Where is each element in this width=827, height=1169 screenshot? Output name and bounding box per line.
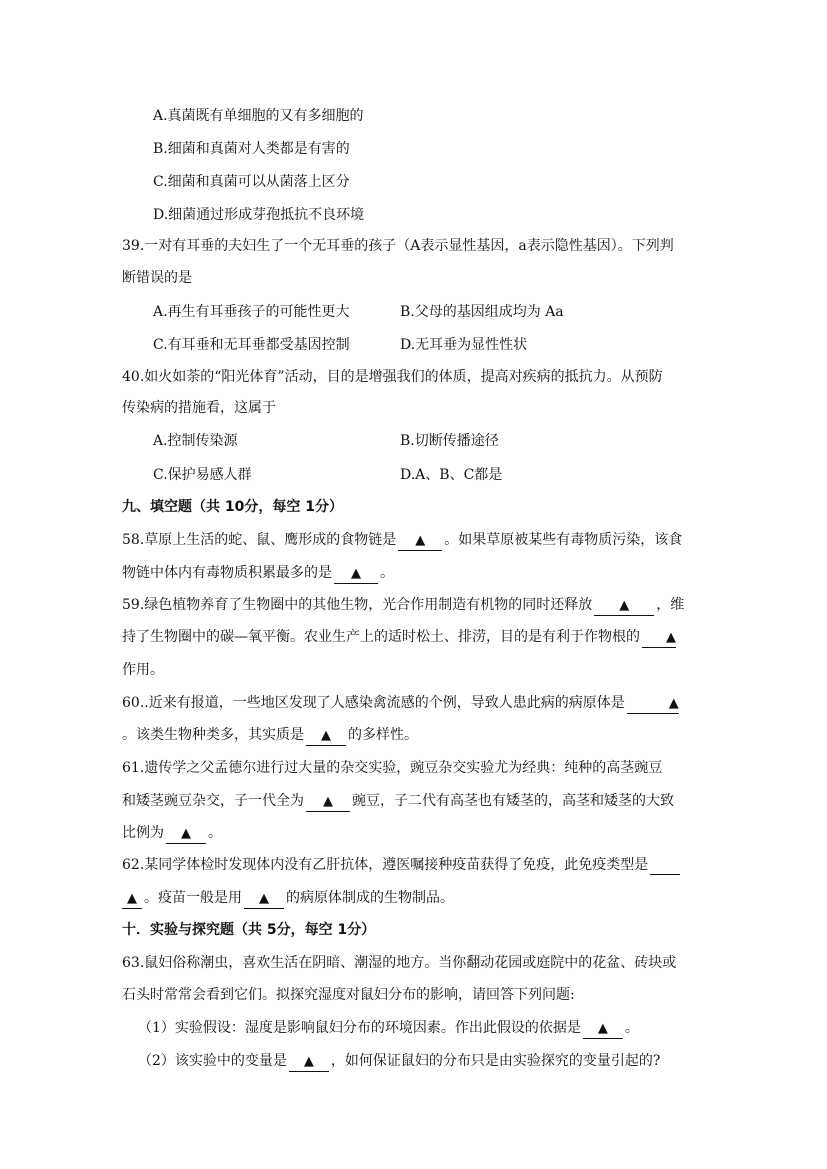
q60-text-2: 。该类生物种类多，其实质是 [122, 727, 304, 743]
q59-blank-1[interactable] [594, 596, 654, 616]
q63-line1: 63.鼠妇俗称潮虫，喜欢生活在阴暗、潮湿的地方。当你翻动花园或庭院中的花盆、砖块或 [122, 955, 677, 971]
q58-line2 [122, 563, 394, 584]
q61-line3 [122, 823, 222, 844]
blank-triangle-icon: ▲ [619, 598, 630, 613]
blank-triangle-icon: ▲ [666, 630, 676, 645]
q62-line1 [122, 855, 682, 875]
q60-line1 [122, 693, 681, 714]
blank-triangle-icon: ▲ [321, 728, 331, 743]
q60-line2 [122, 725, 418, 746]
q62-line2 [122, 888, 454, 909]
q59-line2 [122, 627, 678, 648]
blank-triangle-icon: ▲ [259, 891, 269, 906]
q38-option-a: A.真菌既有单细胞的又有多细胞的 [153, 108, 364, 124]
q63-blank-2[interactable] [289, 1052, 329, 1072]
blank-triangle-icon: ▲ [415, 533, 426, 548]
q62-blank-1-start[interactable] [650, 856, 680, 875]
q58-text-2: 。如果草原被某些有毒物质污染，该食 [444, 532, 683, 548]
q40-stem-line1: 40.如火如荼的“阳光体育”活动，目的是增强我们的体质，提高对疾病的抵抗力。从预防 [122, 369, 663, 385]
blank-triangle-icon: ▲ [351, 566, 361, 581]
q39-option-b: B.父母的基因组成均为 Aa [400, 304, 564, 320]
q62-text-2: 。疫苗一般是用 [144, 890, 242, 906]
q40-stem-line2: 传染病的措施看，这属于 [122, 400, 276, 416]
q40-option-a: A.控制传染源 [153, 433, 238, 449]
q38-option-d: D.细菌通过形成芽孢抵抗不良环境 [153, 207, 365, 223]
q39-option-d: D.无耳垂为显性性状 [400, 337, 528, 353]
q61-text-3: 比例为 [122, 825, 164, 841]
q40-option-b: B.切断传播途径 [400, 433, 499, 449]
q63-part1-end: 。 [624, 1020, 639, 1036]
q60-blank-2[interactable] [306, 726, 346, 746]
q59-text-4: 作用。 [122, 662, 164, 678]
blank-triangle-icon: ▲ [181, 826, 191, 841]
q59-text-3: 持了生物圈中的碳—氧平衡。农业生产上的适时松土、排涝，目的是有利于作物根的 [122, 629, 640, 645]
q60-text-1: 60..近来有报道，一些地区发现了人感染禽流感的个例，导致人患此病的病原体是 [122, 695, 625, 711]
q61-text-4: 。 [208, 825, 222, 841]
q39-option-c: C.有耳垂和无耳垂都受基因控制 [153, 337, 350, 353]
q59-line1 [122, 595, 684, 616]
q63-part2-end: ，如何保证鼠妇的分布只是由实验探究的变量引起的? [330, 1053, 661, 1069]
q39-option-a: A.再生有耳垂孩子的可能性更大 [153, 304, 350, 320]
blank-triangle-icon: ▲ [597, 1021, 608, 1036]
q63-line2: 石头时常常会看到它们。拟探究湿度对鼠妇分布的影响，请回答下列问题: [122, 987, 575, 1003]
q61-line1: 61.遗传学之父孟德尔进行过大量的杂交实验，豌豆杂交实验尤为经典：纯种的高茎豌豆 [122, 760, 663, 776]
q63-blank-1[interactable] [583, 1019, 623, 1039]
q62-text-3: 的病原体制成的生物制品。 [286, 890, 454, 906]
q38-option-c: C.细菌和真菌可以从菌落上区分 [153, 174, 350, 190]
q62-blank-2[interactable] [244, 889, 284, 909]
q61-blank-1[interactable] [306, 792, 350, 812]
q63-part2-text: （2）该实验中的变量是 [138, 1053, 287, 1069]
section-10-heading: 十．实验与探究题（共 5分，每空 1分） [122, 922, 376, 938]
q59-text-1: 59.绿色植物养育了生物圈中的其他生物，光合作用制造有机物的同时还释放 [122, 597, 593, 613]
blank-triangle-icon: ▲ [323, 794, 333, 809]
q58-blank-2[interactable] [334, 564, 378, 584]
q39-stem-line2: 断错误的是 [122, 270, 192, 286]
q61-text-1: 和矮茎豌豆杂交，子一代全为 [122, 793, 304, 809]
q61-line2 [122, 791, 674, 812]
q58-text-3: 物链中体内有毒物质积累最多的是 [122, 565, 332, 581]
q58-blank-1[interactable] [398, 531, 442, 551]
section-9-heading: 九、填空题（共 10分，每空 1分） [122, 499, 343, 515]
q63-part1-text: （1）实验假设：湿度是影响鼠妇分布的环境因素。作出此假设的依据是 [138, 1020, 581, 1036]
blank-triangle-icon: ▲ [127, 891, 137, 906]
q61-blank-2[interactable] [166, 824, 206, 844]
q58-text-4: 。 [380, 565, 394, 581]
q61-text-2: 豌豆，子二代有高茎也有矮茎的，高茎和矮茎的大致 [352, 793, 674, 809]
q58-text-1: 58.草原上生活的蛇、鼠、鹰形成的食物链是 [122, 532, 397, 548]
q40-option-d: D.A、B、C都是 [400, 467, 503, 483]
q39-stem-line1: 39.一对有耳垂的夫妇生了一个无耳垂的孩子（A表示显性基因，a表示隐性基因）。下列判 [122, 238, 674, 254]
q59-blank-2[interactable] [642, 628, 676, 648]
q62-text-1: 62.某同学体检时发现体内没有乙肝抗体，遵医嘱接种疫苗获得了免疫，此免疫类型是 [122, 857, 649, 873]
blank-triangle-icon: ▲ [303, 1054, 314, 1069]
q40-option-c: C.保护易感人群 [153, 467, 252, 483]
q63-part2 [138, 1051, 660, 1072]
q63-part1 [138, 1018, 639, 1039]
q38-option-b: B.细菌和真菌对人类都是有害的 [153, 141, 350, 157]
q59-text-2: ，维 [656, 597, 685, 613]
blank-triangle-icon: ▲ [668, 696, 679, 711]
q58-line1 [122, 530, 682, 551]
q60-text-3: 的多样性。 [348, 727, 418, 743]
q60-blank-1[interactable] [627, 694, 679, 714]
q62-blank-1-end[interactable] [122, 889, 142, 909]
